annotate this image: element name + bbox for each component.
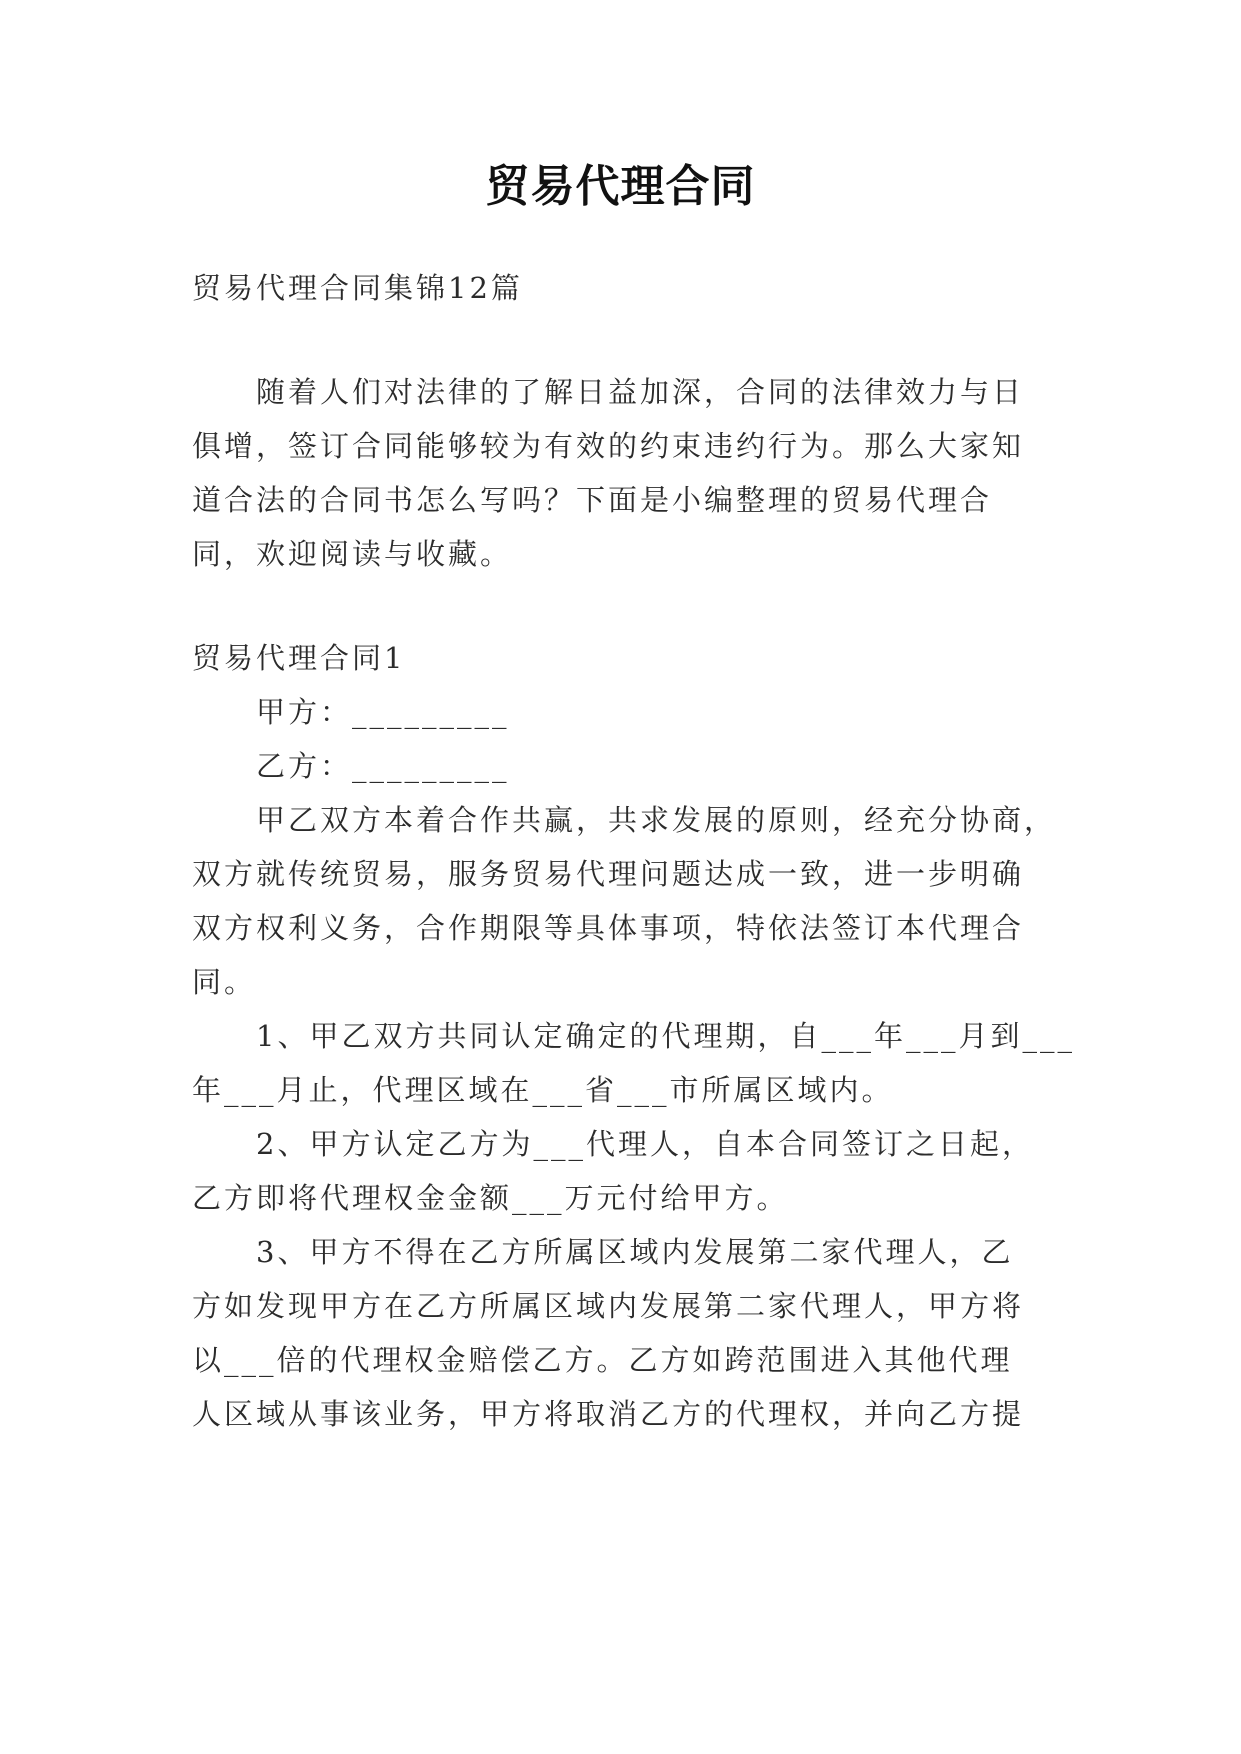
clause-2-line: 2、甲方认定乙方为___代理人，自本合同签订之日起， xyxy=(256,1127,1034,1161)
preamble-line: 甲乙双方本着合作共赢，共求发展的原则，经充分协商， xyxy=(256,803,1057,837)
intro-line: 道合法的合同书怎么写吗？下面是小编整理的贸易代理合 xyxy=(192,483,993,517)
intro-line: 随着人们对法律的了解日益加深，合同的法律效力与日 xyxy=(256,375,1025,409)
clause-3-line: 以___倍的代理权金赔偿乙方。乙方如跨范围进入其他代理 xyxy=(192,1343,1013,1377)
intro-line: 同，欢迎阅读与收藏。 xyxy=(192,537,513,571)
document-title: 贸易代理合同 xyxy=(485,161,756,212)
intro-line: 俱增，签订合同能够较为有效的约束违约行为。那么大家知 xyxy=(192,429,1025,463)
document-subtitle: 贸易代理合同集锦12篇 xyxy=(192,271,523,305)
party-a-line: 甲方：_________ xyxy=(256,695,510,729)
clause-1-line: 年___月止，代理区域在___省___市所属区域内。 xyxy=(192,1073,894,1107)
preamble-line: 同。 xyxy=(192,965,257,999)
clause-3-line: 3、甲方不得在乙方所属区域内发展第二家代理人，乙 xyxy=(256,1235,1014,1269)
preamble-line: 双方权利义务，合作期限等具体事项，特依法签订本代理合 xyxy=(192,911,1025,945)
section-heading: 贸易代理合同1 xyxy=(192,641,406,675)
clause-1-line: 1、甲乙双方共同认定确定的代理期，自___年___月到___ xyxy=(256,1019,1075,1053)
clause-3-line: 方如发现甲方在乙方所属区域内发展第二家代理人，甲方将 xyxy=(192,1289,1025,1323)
clause-2-line: 乙方即将代理权金金额___万元付给甲方。 xyxy=(192,1181,789,1215)
clause-3-line: 人区域从事该业务，甲方将取消乙方的代理权，并向乙方提 xyxy=(192,1397,1025,1431)
party-b-line: 乙方：_________ xyxy=(256,749,510,783)
preamble-line: 双方就传统贸易，服务贸易代理问题达成一致，进一步明确 xyxy=(192,857,1025,891)
